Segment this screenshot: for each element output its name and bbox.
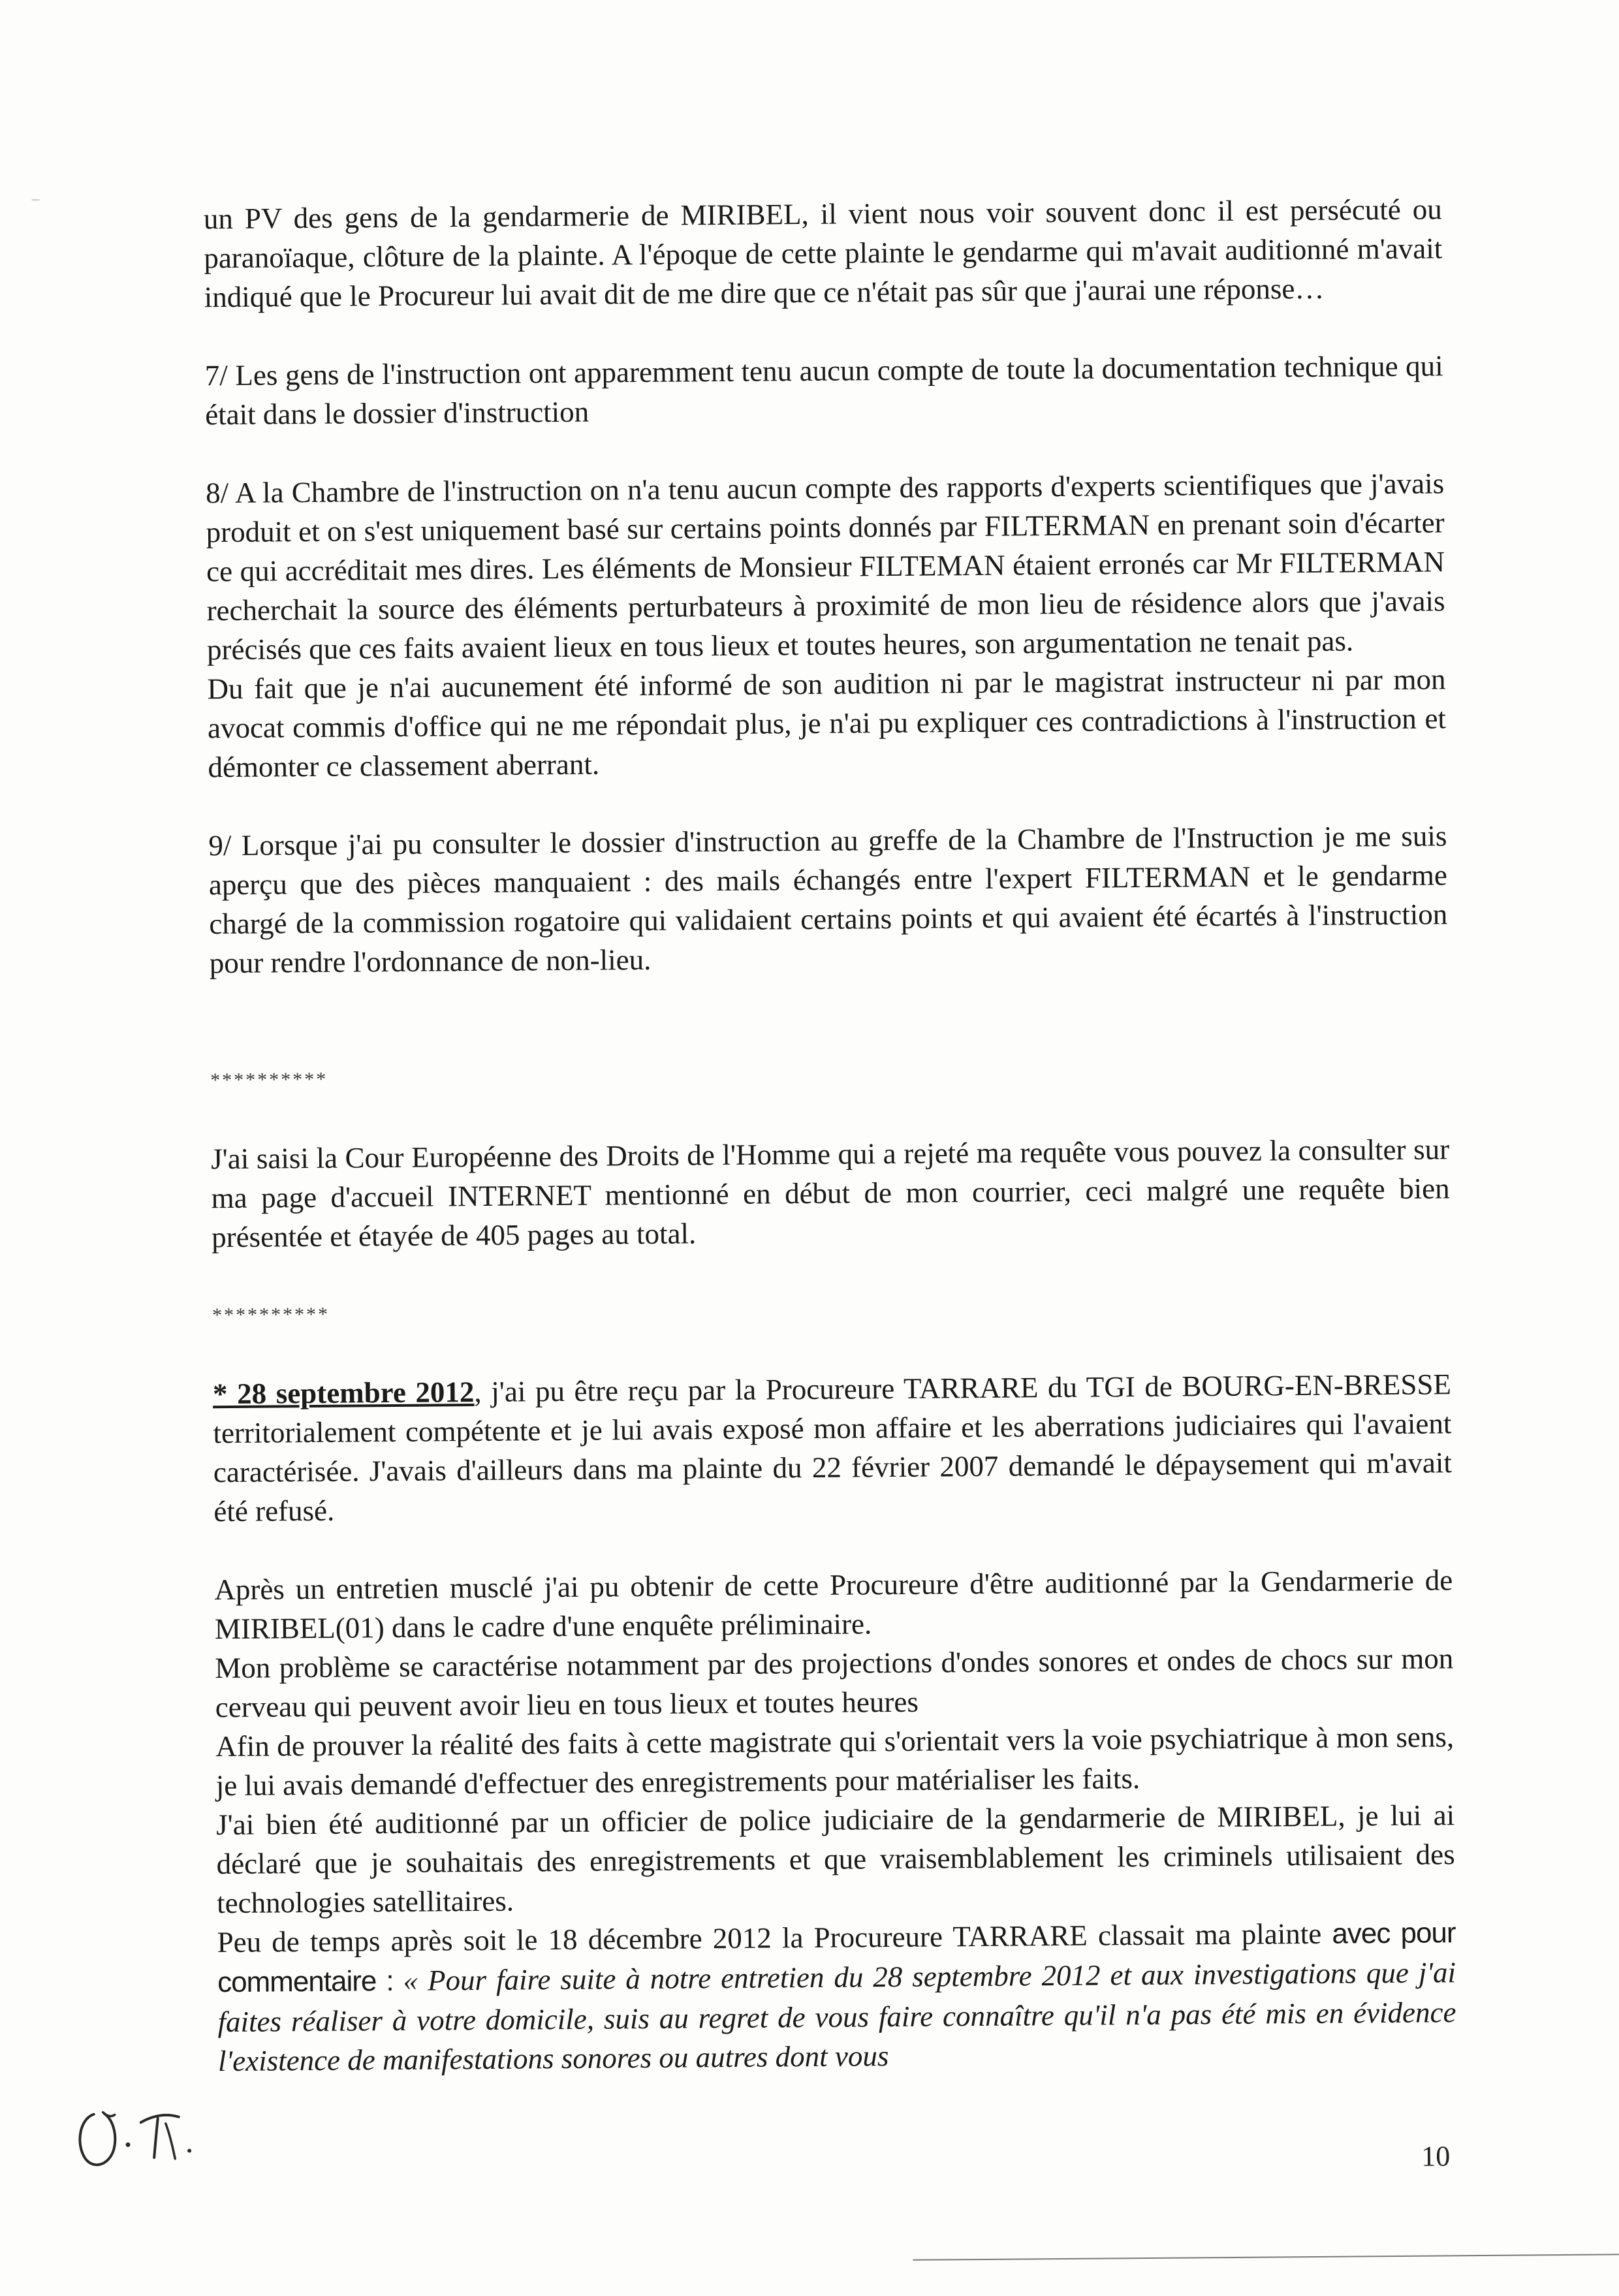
- separator-stars-1: **********: [210, 1068, 328, 1092]
- scan-mark: [32, 199, 40, 200]
- paragraph-pv-miribel: un PV des gens de la gendarmerie de MIRIBEL, il vient nous voir souvent donc il est persécuté ou paranoïaque, clôture de la plainte. A l'époque de cette plainte le gendarme qui m'avait auditionné m'avait indiqué que le Procureur lui avait dit de me dire que ce n'était pas sûr que j'aurai une réponse…: [203, 193, 1443, 314]
- paragraph-preuve: Afin de prouver la réalité des faits à cette magistrate qui s'orientait vers la voie psychiatrique à mon sens, je lui avais demandé d'effectuer des enregistrements pour matérialiser les faits.: [215, 1720, 1454, 1802]
- paragraph-28-septembre-text: , j'ai pu être reçu par la Procureure TARRARE du TGI de BOURG-EN-BRESSE territorialement compétente et je lui avais exposé mon affaire et les aberrations judiciaires qui l'avaient caractérisée. J'avais d'ailleurs dans ma plainte du 22 février 2007 demandé le dépaysement qui m'avait été refusé.: [213, 1368, 1453, 1528]
- commentaire-label: avec pour commentaire :: [217, 1917, 1456, 1999]
- page-number: 10: [1421, 2140, 1451, 2173]
- paragraph-probleme: Mon problème se caractérise notamment par des projections d'ondes sonores et ondes de chocs sur mon cerveau qui peuvent avoir lieu en tous lieux et toutes heures: [215, 1642, 1454, 1724]
- separator-stars-2: **********: [212, 1303, 330, 1327]
- footer-rule: [913, 2254, 1619, 2261]
- paragraph-point-9: 9/ Lorsque j'ai pu consulter le dossier d'instruction au greffe de la Chambre de l'Instruction je me suis aperçu que des pièces manquaient : des mails échangés entre l'expert FILTERMAN et le gendarme chargé de la commission rogatoire qui validaient certains points et qui avaient été écartés à l'instruction pour rendre l'ordonnance de non-lieu.: [208, 819, 1448, 980]
- paragraph-point-8: 8/ A la Chambre de l'instruction on n'a tenu aucun compte des rapports d'experts scientifiques que j'avais produit et on s'est uniquement basé sur certains points donnés par FILTERMAN en prenant soin d'écarter ce qui accréditait mes dires. Les éléments de Monsieur FILTEMAN étaient erronés car Mr FILTERMAN recherchait la source des éléments perturbateurs à proximité de mon lieu de résidence alors que j'avais précisés que ces faits avaient lieux en tous lieux et toutes heures, son argumentation ne tenait pas.: [205, 467, 1445, 667]
- paragraph-audition-opj: J'ai bien été auditionné par un officier de police judiciaire de la gendarmerie de MIRIBEL, je lui ai déclaré que je souhaitais des enregistrements et que vraisemblablement les criminels utilisaient des technologies satellitaires.: [215, 1799, 1455, 1920]
- paragraph-entretien: Après un entretien musclé j'ai pu obtenir de cette Procureure d'être auditionné par la Gendarmerie de MIRIBEL(01) dans le cadre d'une enquête préliminaire.: [214, 1564, 1453, 1646]
- paragraph-classement: [217, 1913, 1456, 2081]
- paragraph-28-septembre: [213, 1364, 1453, 1531]
- date-heading: * 28 septembre 2012: [212, 1376, 475, 1411]
- paragraph-point-7: 7/ Les gens de l'instruction ont apparemment tenu aucun compte de toute la documentation technique qui était dans le dossier d'instruction: [204, 349, 1443, 432]
- classement-text: Peu de temps après soit le 18 décembre 2012 la Procureure TARRARE classait ma plainte: [217, 1917, 1332, 1959]
- paragraph-audition: Du fait que je n'ai aucunement été informé de son audition ni par le magistrat instructeur ni par mon avocat commis d'office qui ne me répondait plus, je n'ai pu expliquer ces contradictions à l'instruction et démonter ce classement aberrant.: [207, 663, 1447, 784]
- handwritten-initials: [67, 2097, 225, 2177]
- procureure-quote: « Pour faire suite à notre entretien du 28 septembre 2012 et aux investigations que j'ai faites réaliser à votre domicile, suis au regret de vous faire connaître qu'il n'a pas été mis en évidence l'existence de manifestations sonores ou autres dont vous: [217, 1956, 1456, 2078]
- letter-body: [204, 189, 1457, 2081]
- paragraph-cedh: J'ai saisi la Cour Européenne des Droits de l'Homme qui a rejeté ma requête vous pouvez la consulter sur ma page d'accueil INTERNET mentionné en début de mon courrier, ceci malgré une requête bien présentée et étayée de 405 pages au total.: [210, 1133, 1450, 1254]
